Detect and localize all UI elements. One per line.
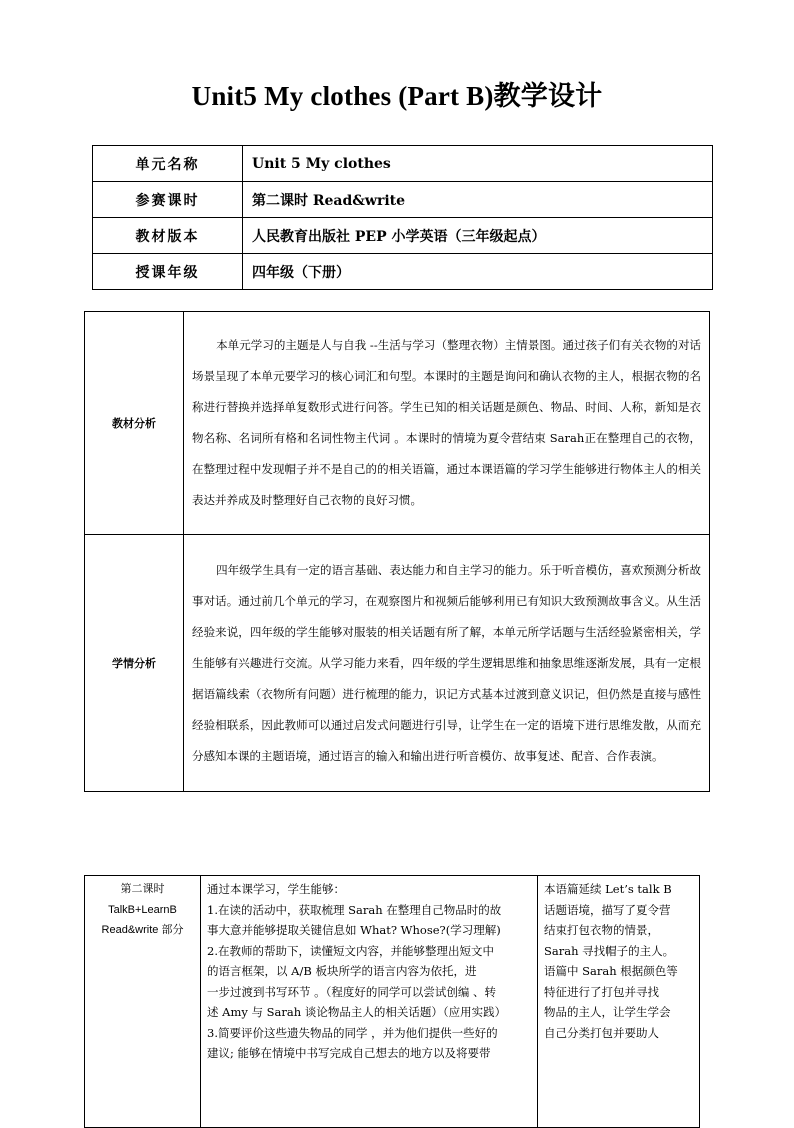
learning-objectives-cell xyxy=(201,876,538,1128)
unit-name-label: 单元名称 xyxy=(93,146,243,182)
objective-line: 1.在读的活动中，获取梳理 Sarah 在整理自己物品时的故 xyxy=(207,902,502,917)
textbook-analysis-label: 教材分析 xyxy=(85,312,184,535)
lesson-period-value: 第二课时 Read&write xyxy=(243,182,713,218)
student-analysis-cell xyxy=(184,535,710,792)
table-row xyxy=(93,182,713,218)
text-description-cell xyxy=(538,876,700,1128)
objective-line: 3.简要评价这些遗失物品的同学 ，并为他们提供一些好的 xyxy=(207,1025,498,1040)
table-row xyxy=(85,876,700,1128)
objective-line: 事大意并能够提取关键信息如 What? Whose?(学习理解) xyxy=(207,923,501,937)
table-row xyxy=(93,146,713,182)
course-info-table xyxy=(92,145,713,290)
description-line: 特征进行了打包并寻找 xyxy=(544,984,659,999)
textbook-analysis-text: 本单元学习的主题是人与自我 --生活与学习（整理衣物）主情景图。通过孩子们有关衣物的对话场景呈现了本单元要学习的核心词汇和句型。本课时的主题是询问和确认衣物的主人，根据衣物的名称进行替换并选择单复数形式进行问答。学生已知的相关话题是颜色、物品、时间、人称，新知是衣物名称、名词所有格和名词性物主代词 。本课时的情境为夏令营结束 Sarah正在整理自己的衣物，在整理过程中发现帽子并不是自己的的相关语篇，通过本课语篇的学习学生能够进行物体主人的相关表达并养成及时整理好自己衣物的良好习惯。 xyxy=(192,338,701,507)
description-line: 物品的主人，让学生学会 xyxy=(544,1005,671,1019)
table-row xyxy=(85,312,710,535)
description-line: 语篇中 Sarah 根据颜色等 xyxy=(544,964,678,978)
textbook-edition-label: 教材版本 xyxy=(93,218,243,254)
lesson-objectives-table xyxy=(84,875,700,1128)
table-row xyxy=(93,254,713,290)
textbook-edition-value: 人民教育出版社 PEP 小学英语（三年级起点） xyxy=(243,218,713,254)
table-row xyxy=(85,535,710,792)
objective-line: 建议; 能够在情境中书写完成自己想去的地方以及将要带 xyxy=(207,1046,491,1060)
description-line: 结束打包衣物的情景， xyxy=(544,923,659,937)
analysis-table xyxy=(84,311,710,792)
lesson-part-line: Read&write 部分 xyxy=(101,924,184,936)
lesson-part-cell xyxy=(85,876,201,1128)
document-title: Unit5 My clothes (Part B)教学设计 xyxy=(191,81,603,111)
student-analysis-label: 学情分析 xyxy=(85,535,184,792)
grade-label: 授课年级 xyxy=(93,254,243,290)
unit-name-value: Unit 5 My clothes xyxy=(243,146,713,182)
objective-line: 的语言框架，以 A/B 板块所学的语言内容为依托，进 xyxy=(207,964,477,978)
description-line: 本语篇延续 Let’s talk B xyxy=(544,882,672,896)
objective-line: 通过本课学习，学生能够： xyxy=(207,882,345,896)
student-analysis-text: 四年级学生具有一定的语言基础、表达能力和自主学习的能力。乐于听音模仿，喜欢预测分析故事对话。通过前几个单元的学习，在观察图片和视频后能够利用已有知识大致预测故事含义。从生活经验来说，四年级的学生能够对服装的相关话题有所了解，本单元所学话题与生活经验紧密相关，学生能够有兴趣进行交流。从学习能力来看，四年级的学生逻辑思维和抽象思维逐渐发展，具有一定根据语篇线索（衣物所有问题）进行梳理的能力，识记方式基本过渡到意义识记，但仍然是直接与感性经验相联系，因此教师可以通过启发式问题进行引导，让学生在一定的语境下进行思维发散，从而充分感知本课的主题语境，通过语言的输入和输出进行听音模仿、故事复述、配音、合作表演。 xyxy=(192,562,701,763)
objective-line: 述 Amy 与 Sarah 谈论物品主人的相关话题）（应用实践） xyxy=(207,1005,507,1019)
description-line: 话题语境，描写了夏令营 xyxy=(544,902,671,917)
lesson-period-label: 参赛课时 xyxy=(93,182,243,218)
lesson-part-line: 第二课时 xyxy=(120,883,165,895)
description-line: 自己分类打包并要助人 xyxy=(544,1025,659,1040)
lesson-part-line: TalkB+LearnB xyxy=(108,903,177,916)
table-row xyxy=(93,218,713,254)
grade-value: 四年级（下册） xyxy=(243,254,713,290)
textbook-analysis-cell xyxy=(184,312,710,535)
objective-line: 2.在教师的帮助下，读懂短文内容，并能够整理出短文中 xyxy=(207,943,494,958)
objective-line: 一步过渡到书写环节 。（程度好的同学可以尝试创编 、转 xyxy=(207,984,497,999)
description-line: Sarah 寻找帽子的主人。 xyxy=(544,943,675,958)
